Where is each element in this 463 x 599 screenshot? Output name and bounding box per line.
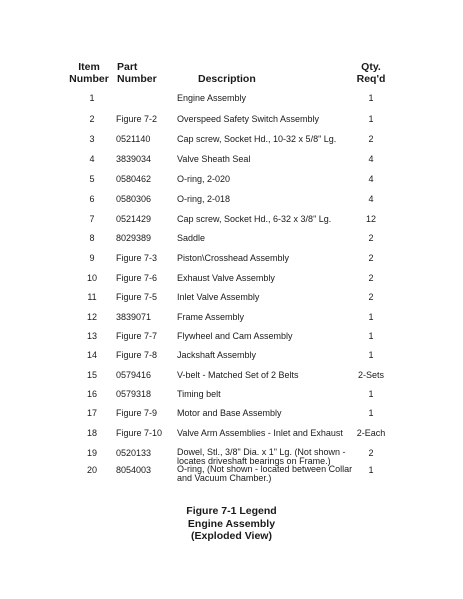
qty-cell: 2 (368, 253, 374, 263)
table-row (0, 389, 463, 409)
description-cell: O-ring, 2-018 (177, 194, 231, 204)
qty-cell: 1 (368, 312, 374, 322)
description-cell: Saddle (177, 233, 206, 243)
qty-cell: 4 (368, 154, 374, 164)
qty-cell: 4 (368, 194, 374, 204)
description-header: Description (198, 73, 256, 85)
item-number-cell: 12 (86, 312, 97, 322)
table-row (0, 174, 463, 194)
qty-header-line2: Req'd (356, 73, 386, 85)
table-row (0, 273, 463, 293)
description-cell: O-ring, (Not shown - located between Collar and Vacuum Chamber.) (177, 464, 353, 483)
legend-view-note: (Exploded View) (191, 530, 272, 542)
qty-cell: 2-Sets (357, 370, 384, 380)
table-row (0, 350, 463, 370)
part-number-cell: Figure 7-7 (116, 331, 158, 341)
legend-subtitle: Engine Assembly (187, 518, 276, 530)
part-number-cell: 0579416 (116, 370, 152, 380)
qty-cell: 12 (365, 214, 376, 224)
qty-cell: 2 (368, 273, 374, 283)
part-number-cell: 8054003 (116, 465, 152, 475)
item-number-cell: 19 (86, 448, 97, 458)
description-cell: Timing belt (177, 389, 221, 399)
description-cell: Cap screw, Socket Hd., 6-32 x 3/8" Lg. (177, 214, 332, 224)
table-row (0, 194, 463, 214)
description-cell: Flywheel and Cam Assembly (177, 331, 293, 341)
table-row (0, 428, 463, 448)
description-cell: Frame Assembly (177, 312, 245, 322)
part-number-cell: Figure 7-8 (116, 350, 158, 360)
item-number-cell: 18 (86, 428, 97, 438)
item-number-cell: 1 (89, 93, 95, 103)
qty-cell: 1 (368, 389, 374, 399)
table-row (0, 253, 463, 273)
part-header-line2: Number (117, 73, 157, 85)
item-number-cell: 13 (86, 331, 97, 341)
part-number-cell: 3839071 (116, 312, 152, 322)
item-number-cell: 15 (86, 370, 97, 380)
table-row (0, 233, 463, 253)
description-cell: Motor and Base Assembly (177, 408, 282, 418)
table-row (0, 408, 463, 428)
part-number-cell: 0579318 (116, 389, 152, 399)
part-number-cell: 0521140 (116, 134, 151, 144)
item-number-cell: 9 (89, 253, 95, 263)
part-number-cell: Figure 7-9 (116, 408, 158, 418)
part-number-cell: 0580462 (116, 174, 152, 184)
item-number-cell: 4 (89, 154, 95, 164)
item-number-cell: 10 (86, 273, 97, 283)
part-number-cell: Figure 7-3 (116, 253, 158, 263)
item-number-cell: 8 (89, 233, 95, 243)
item-number-cell: 11 (87, 292, 97, 302)
part-number-cell: 0520133 (116, 448, 152, 458)
item-number-cell: 14 (86, 350, 97, 360)
description-cell: Overspeed Safety Switch Assembly (177, 114, 320, 124)
part-number-cell: Figure 7-5 (116, 292, 158, 302)
item-number-cell: 3 (89, 134, 95, 144)
qty-header-line1: Qty. (361, 61, 381, 73)
description-cell: Exhaust Valve Assembly (177, 273, 275, 283)
qty-cell: 1 (368, 465, 374, 475)
item-number-header (68, 61, 110, 85)
part-number-cell: 3839034 (116, 154, 152, 164)
table-row (0, 93, 463, 113)
description-cell: V-belt - Matched Set of 2 Belts (177, 370, 299, 380)
qty-required-header (350, 61, 392, 85)
qty-cell: 2 (368, 134, 374, 144)
table-row (0, 331, 463, 351)
qty-cell: 2-Each (356, 428, 386, 438)
description-cell: Jackshaft Assembly (177, 350, 257, 360)
part-number-cell: 8029389 (116, 233, 152, 243)
description-cell: O-ring, 2-020 (177, 174, 231, 184)
qty-cell: 1 (368, 331, 374, 341)
description-cell: Engine Assembly (177, 93, 247, 103)
table-row (0, 154, 463, 174)
table-row (0, 214, 463, 234)
item-header-line1: Item (78, 61, 100, 73)
legend-title: Figure 7-1 Legend (186, 505, 277, 517)
part-number-cell: Figure 7-2 (116, 114, 158, 124)
item-number-cell: 5 (89, 174, 95, 184)
item-number-cell: 2 (89, 114, 95, 124)
item-number-cell: 7 (89, 214, 95, 224)
qty-cell: 2 (368, 292, 374, 302)
description-cell: Piston\Crosshead Assembly (177, 253, 290, 263)
description-cell: Cap screw, Socket Hd., 10-32 x 5/8" Lg. (177, 134, 337, 144)
qty-cell: 1 (368, 408, 374, 418)
description-cell: Valve Sheath Seal (177, 154, 251, 164)
table-row (0, 292, 463, 312)
table-row (0, 465, 463, 485)
qty-cell: 1 (368, 114, 374, 124)
part-number-cell: 0580306 (116, 194, 152, 204)
part-header-line1: Part (117, 61, 138, 73)
table-row (0, 370, 463, 390)
item-number-cell: 17 (86, 408, 97, 418)
item-header-line2: Number (69, 73, 109, 85)
description-cell: Dowel, Stl., 3/8" Dia. x 1" Lg. (Not shown - locates driveshaft bearings on Frame.) (177, 447, 346, 466)
qty-cell: 4 (368, 174, 374, 184)
part-number-header (117, 61, 157, 85)
part-number-cell: Figure 7-10 (116, 428, 163, 438)
qty-cell: 2 (368, 233, 374, 243)
item-number-cell: 6 (89, 194, 95, 204)
table-row (0, 114, 463, 134)
part-number-cell: 0521429 (116, 214, 152, 224)
part-number-cell: Figure 7-6 (116, 273, 158, 283)
qty-cell: 2 (368, 448, 374, 458)
description-cell: Valve Arm Assemblies - Inlet and Exhaust (177, 428, 343, 438)
table-row (0, 134, 463, 154)
qty-cell: 1 (368, 350, 374, 360)
description-cell: Inlet Valve Assembly (177, 292, 260, 302)
item-number-cell: 20 (86, 465, 97, 475)
qty-cell: 1 (368, 93, 374, 103)
item-number-cell: 16 (86, 389, 97, 399)
table-row (0, 312, 463, 332)
